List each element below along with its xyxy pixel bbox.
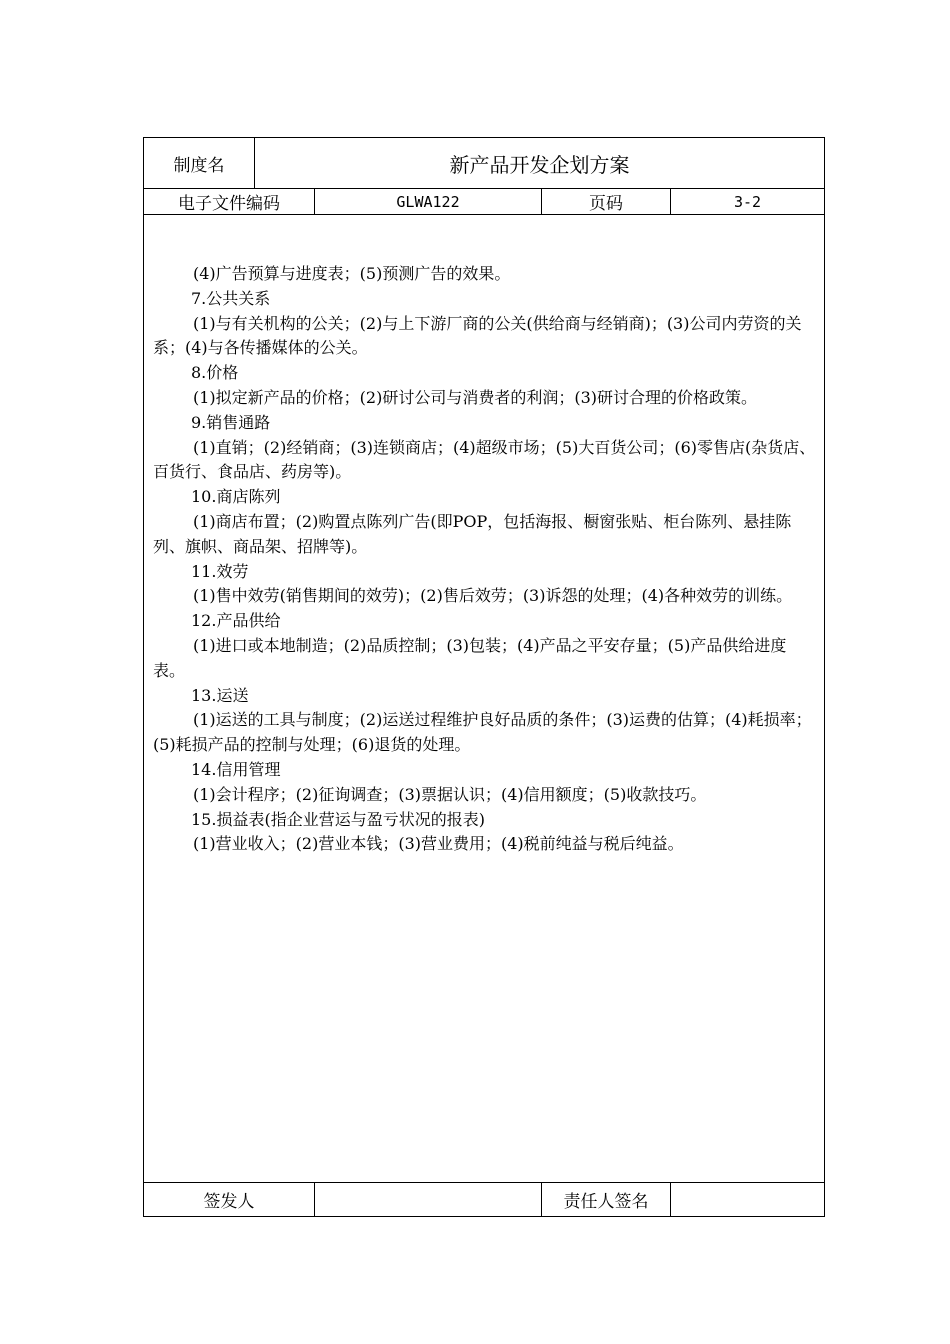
signature-row [144,1182,824,1216]
issuer-label: 签发人 [144,1183,315,1216]
file-code-label: 电子文件编码 [144,189,315,214]
paragraph-product-supply: (1)进口或本地制造；(2)品质控制；(3)包装；(4)产品之平安存量；(5)产品供给进度表。 [153,635,787,680]
heading-income-statement: 15.损益表(指企业营运与盈亏状况的报表) [191,809,485,829]
heading-service: 11.效劳 [191,561,249,581]
paragraph-store-display: (1)商店布置；(2)购置点陈列广告(即POP，包括海报、橱窗张贴、柜台陈列、悬挂陈列、旗帜、商品架、招牌等)。 [153,511,792,556]
heading-sales-channels: 9.销售通路 [191,412,271,432]
paragraph-public-relations: (1)与有关机构的公关；(2)与上下游厂商的公关(供给商与经销商)；(3)公司内劳资的关系；(4)与各传播媒体的公关。 [153,313,802,358]
title-row [144,138,824,189]
paragraph-ad-budget: (4)广告预算与进度表；(5)预测广告的效果。 [193,264,511,283]
document-title: 新产品开发企划方案 [449,152,630,177]
file-code-value: GLWA122 [315,189,542,214]
issuer-signature-field[interactable] [315,1183,542,1216]
system-name-label: 制度名 [144,138,255,188]
responsible-label: 责任人签名 [542,1183,671,1216]
paragraph-income-statement: (1)营业收入；(2)营业本钱；(3)营业费用；(4)税前纯益与税后纯益。 [193,834,684,854]
page-label: 页码 [542,189,671,214]
meta-row [144,189,824,215]
page-number: 3-2 [733,192,762,211]
paragraph-pricing: (1)拟定新产品的价格；(2)研讨公司与消费者的利润；(3)研讨合理的价格政策。 [193,387,757,407]
paragraph-shipping: (1)运送的工具与制度；(2)运送过程维护良好品质的条件；(3)运费的估算；(4)耗损率；(5)耗损产品的控制与处理；(6)退货的处理。 [153,710,812,755]
heading-store-display: 10.商店陈列 [191,487,281,507]
paragraph-sales-channels: (1)直销；(2)经销商；(3)连锁商店；(4)超级市场；(5)大百货公司；(6)零售店(杂货店、百货行、食品店、药房等)。 [153,437,816,482]
paragraph-credit-management: (1)会计程序；(2)征询调查；(3)票据认识；(4)信用额度；(5)收款技巧。 [193,784,707,804]
heading-credit-management: 14.信用管理 [191,759,281,779]
responsible-signature-field[interactable] [671,1183,824,1216]
document-body [153,262,818,857]
heading-product-supply: 12.产品供给 [191,611,281,631]
paragraph-service: (1)售中效劳(销售期间的效劳)；(2)售后效劳；(3)诉怨的处理；(4)各种效劳的训练。 [193,586,793,606]
heading-pricing: 8.价格 [191,363,239,383]
heading-public-relations: 7.公共关系 [191,288,271,308]
heading-shipping: 13.运送 [191,685,249,705]
